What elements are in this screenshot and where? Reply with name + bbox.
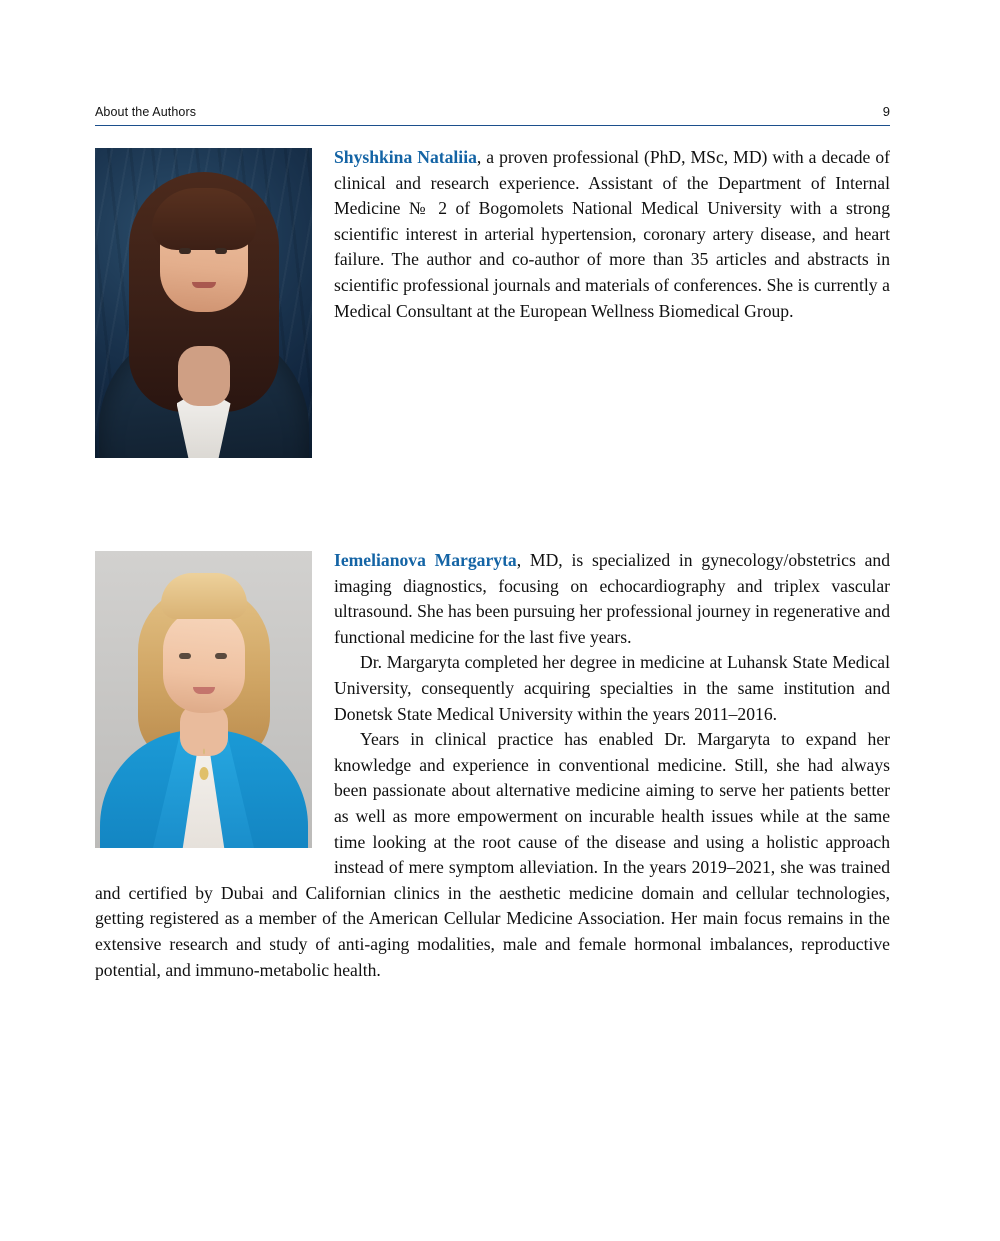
portrait-fringe xyxy=(152,188,256,250)
running-head xyxy=(95,104,890,126)
portrait-eye-left xyxy=(179,653,191,659)
portrait-face xyxy=(163,609,245,713)
portrait-eye-right xyxy=(215,653,227,659)
page-number: 9 xyxy=(882,104,890,119)
bio-paragraph-text: , a proven professional (PhD, MSc, MD) with a decade of clinical and research experience. Assistant of the Department of Internal Medicine № 2 of Bogomolets National Medical University with a strong scientific interest in arterial hypertension, coronary artery disease, and heart failure. The author and co-author of more than 35 articles and abstracts in scientific professional journals and materials of conferences. She is currently a Medical Consultant at the European Wellness Biomedical Group. xyxy=(334,147,890,321)
portrait-iemelianova-margaryta xyxy=(95,551,312,848)
portrait-eye-right xyxy=(215,248,227,254)
bio-paragraph: Years in clinical practice has enabled Dr. Margaryta to expand her knowledge and experience in conventional medicine. Still, she had always been passionate about alternative medicine aiming to serve her patients better as well as more empowerment on incurable health issues while at the same time looking at the root cause of the disease and using a holistic approach instead of mere symptom alleviation. In the years 2019–2021, she was trained and certified by Dubai and Californian clinics in the aesthetic medicine domain and cellular technologies, getting registered as a member of the American Cellular Medicine Association. Her main focus remains in the extensive research and study of anti-aging modalities, male and female hormonal imbalances, reproductive potential, and immuno-metabolic health. xyxy=(95,729,890,980)
portrait-updo xyxy=(161,573,247,619)
bio-paragraph-text: , MD, is specialized in gynecology/obstetrics and imaging diagnostics, focusing on echocardiography and triplex vascular ultrasound. She has been pursuing her professional journey in regenerative and functional medicine for the last five years. xyxy=(334,550,890,647)
portrait-mouth xyxy=(193,687,215,694)
author-bio-block xyxy=(95,548,890,983)
author-bio-block xyxy=(95,145,890,468)
portrait-eye-left xyxy=(179,248,191,254)
running-head-title: About the Authors xyxy=(95,105,197,119)
author-name: Iemelianova Margaryta xyxy=(334,550,517,570)
portrait-shyshkina-nataliia xyxy=(95,148,312,458)
bio-paragraph: Dr. Margaryta completed her degree in medicine at Luhansk State Medical University, consequently acquiring specialties in the same institution and Donetsk State Medical University within the years 2011–2016. xyxy=(334,652,890,724)
portrait-mouth xyxy=(192,282,216,288)
portrait-necklace xyxy=(199,767,208,780)
author-name: Shyshkina Nataliia xyxy=(334,147,477,167)
portrait-neck xyxy=(178,346,230,406)
